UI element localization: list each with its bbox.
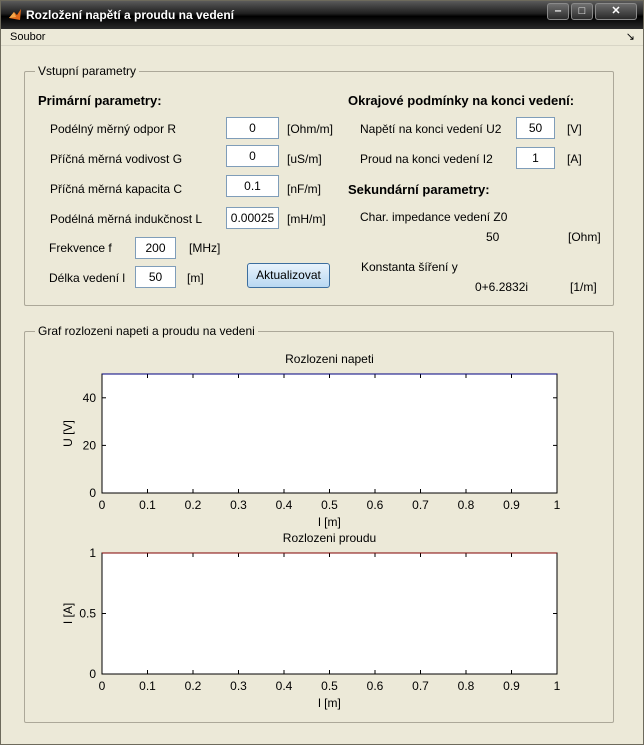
chart-1-xtick-label: 0.8 <box>457 498 475 512</box>
chart-2-xtick-label: 0.4 <box>275 679 293 693</box>
chart-1-xtick-label: 0.7 <box>412 498 429 512</box>
chart-2-xtick-label: 0.3 <box>230 679 247 693</box>
chart-1-xlabel: l [m] <box>318 515 341 529</box>
length-field[interactable]: 50 <box>135 266 176 288</box>
chart-1-ylabel: U [V] <box>61 420 75 447</box>
end-voltage-label: Napětí na konci vedení U2 <box>360 122 502 136</box>
frequency-label: Frekvence f <box>49 241 112 255</box>
input-panel-title: Vstupní parametry <box>35 64 139 78</box>
chart-2-ytick-label: 0.5 <box>79 606 96 621</box>
conductance-field[interactable]: 0 <box>226 145 279 167</box>
impedance-label: Char. impedance vedení Z0 <box>360 210 508 224</box>
chart-2-xtick-label: 0.8 <box>457 679 475 693</box>
chart-2-title: Rozlozeni proudu <box>282 531 377 545</box>
frequency-field[interactable]: 200 <box>135 237 176 259</box>
chart-1-xtick-label: 0 <box>98 498 106 512</box>
capacitance-unit: [nF/m] <box>287 182 322 196</box>
chart-2-xtick-label: 0.2 <box>184 679 202 693</box>
close-icon: ✕ <box>611 5 621 17</box>
chart-1-title: Rozlozeni napeti <box>285 352 374 366</box>
capacitance-field[interactable]: 0.1 <box>226 175 279 197</box>
chart-1-xtick-label: 0.2 <box>184 498 202 512</box>
chart-2-xtick-label: 0.1 <box>139 679 156 693</box>
minimize-icon: ‒ <box>554 5 562 17</box>
graph-panel-title: Graf rozlozeni napeti a proudu na vedeni <box>35 324 258 338</box>
resistance-label: Podélný měrný odpor R <box>50 122 177 136</box>
resistance-unit: [Ohm/m] <box>287 122 334 136</box>
chart-2-xtick-label: 0.7 <box>412 679 429 693</box>
end-voltage-field[interactable]: 50 <box>516 117 555 139</box>
chart-1-xtick-label: 0.9 <box>503 498 520 512</box>
chart-1-xtick-label: 0.4 <box>275 498 293 512</box>
chart-2-ytick-label: 0 <box>89 667 96 681</box>
conductance-label: Příčná měrná vodivost G <box>50 152 183 166</box>
secondary-heading: Sekundární parametry: <box>348 182 490 197</box>
chart-1-ytick-label: 0 <box>89 486 96 500</box>
chart-1-xtick-label: 0.3 <box>230 498 247 512</box>
chart-2-xtick-label: 0.9 <box>503 679 520 693</box>
update-button[interactable]: Aktualizovat <box>247 263 330 288</box>
maximize-icon: □ <box>578 5 586 17</box>
chart-1-ytick-label: 40 <box>82 390 96 405</box>
end-voltage-unit: [V] <box>567 122 582 136</box>
chart-1-plot-area <box>102 374 557 493</box>
chart-2-plot-area <box>102 553 557 674</box>
propagation-unit: [1/m] <box>570 280 597 294</box>
resistance-field[interactable]: 0 <box>226 117 279 139</box>
inductance-field[interactable]: 0.00025 <box>226 207 279 229</box>
menu-soubor[interactable]: Soubor <box>10 31 46 43</box>
window-title: Rozložení napětí a proudu na vedení <box>26 8 235 22</box>
chart-2-ytick-label: 1 <box>89 546 96 560</box>
length-label: Délka vedení l <box>49 271 126 285</box>
chart-1-ytick-label: 20 <box>82 438 96 453</box>
chart-2-xlabel: l [m] <box>318 696 341 710</box>
end-current-label: Proud na konci vedení I2 <box>360 152 493 166</box>
chart-2-xtick-label: 0.6 <box>366 679 384 693</box>
end-current-field[interactable]: 1 <box>516 147 555 169</box>
chart-2-xtick-label: 1 <box>553 679 561 693</box>
chart-2-xtick-label: 0.5 <box>321 679 338 693</box>
chart-1-xtick-label: 0.5 <box>321 498 338 512</box>
length-unit: [m] <box>187 271 204 285</box>
chart-1-xtick-label: 1 <box>553 498 561 512</box>
chart-2-xtick-label: 0 <box>98 679 106 693</box>
impedance-unit: [Ohm] <box>568 230 601 244</box>
inductance-label: Podélná měrná indukčnost L <box>50 212 203 226</box>
conductance-unit: [uS/m] <box>287 152 322 166</box>
frequency-unit: [MHz] <box>189 241 221 255</box>
dock-arrow-icon[interactable]: ↘ <box>625 31 635 43</box>
impedance-value: 50 <box>486 230 500 244</box>
end-current-unit: [A] <box>567 152 582 166</box>
propagation-label: Konstanta šíření y <box>361 260 458 274</box>
chart-1-xtick-label: 0.6 <box>366 498 384 512</box>
chart-2-ylabel: I [A] <box>61 602 75 625</box>
capacitance-label: Příčná měrná kapacita C <box>50 182 183 196</box>
chart-1-xtick-label: 0.1 <box>139 498 156 512</box>
propagation-value: 0+6.2832i <box>475 280 529 294</box>
primary-params-heading: Primární parametry: <box>38 93 162 108</box>
charts-canvas <box>1 1 644 745</box>
inductance-unit: [mH/m] <box>287 212 326 226</box>
boundary-heading: Okrajové podmínky na konci vedení: <box>348 93 575 108</box>
